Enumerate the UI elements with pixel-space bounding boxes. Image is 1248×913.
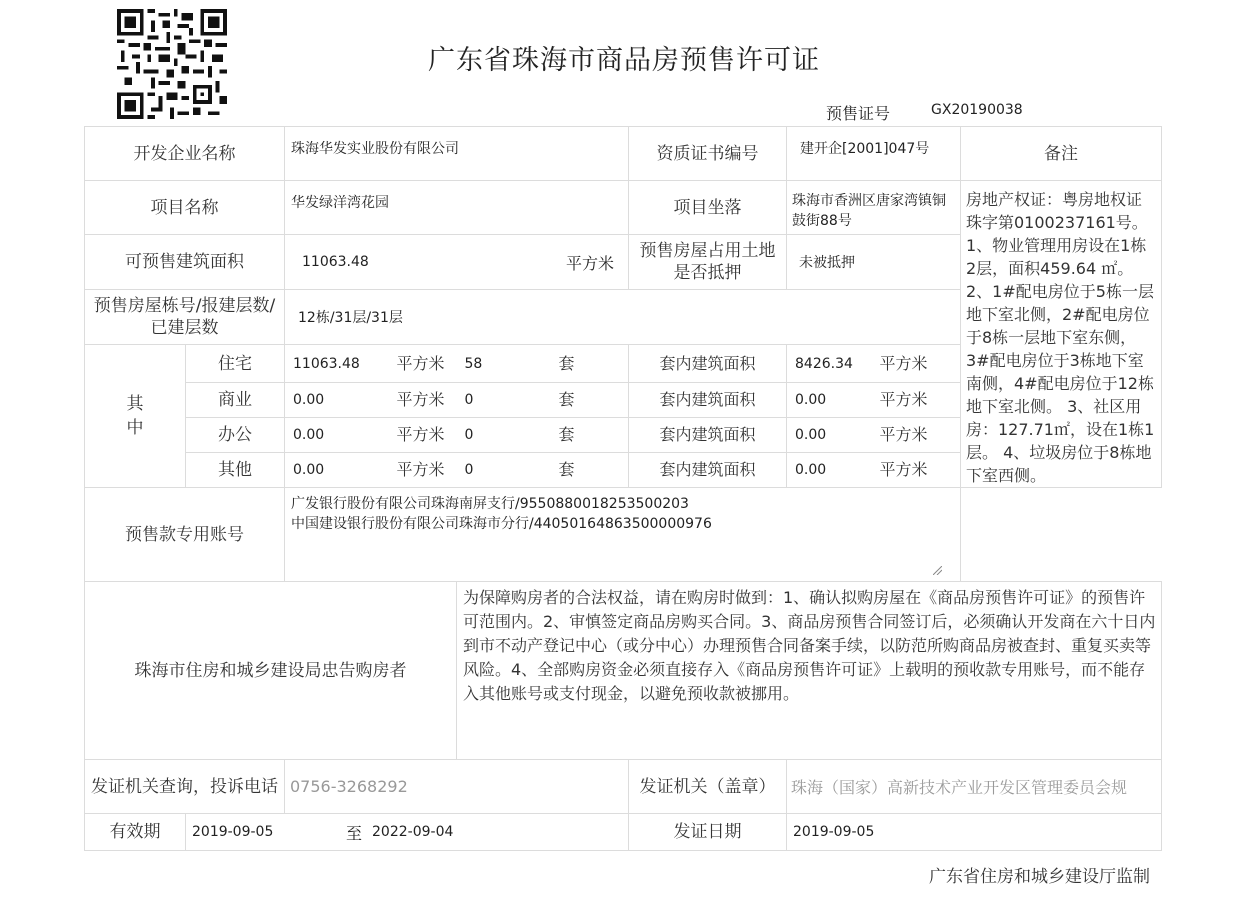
breakdown-area-unit: 平方米: [385, 383, 457, 418]
location-value: 珠海市香洲区唐家湾镇铜鼓街88号: [787, 181, 961, 235]
breakdown-area-unit: 平方米: [385, 418, 457, 453]
breakdown-inner-label: 套内建筑面积: [629, 453, 787, 488]
cert-no-value: GX20190038: [931, 102, 1023, 118]
breakdown-area: 0.00: [285, 418, 385, 453]
notice-label: 珠海市住房和城乡建设局忠告购房者: [85, 582, 457, 760]
phone-value: 0756-3268292: [285, 760, 629, 814]
qualification-value: 建开企[2001]047号: [787, 127, 961, 181]
breakdown-type: 住宅: [186, 345, 285, 383]
saleable-area-cell: [285, 235, 629, 290]
resize-handle-icon[interactable]: [933, 566, 942, 575]
page-title: 广东省珠海市商品房预售许可证: [428, 45, 820, 76]
account-box[interactable]: [285, 488, 961, 582]
account-line-1: 广发银行股份有限公司珠海南屏支行/9550880018253500203: [291, 496, 689, 512]
mortgage-value: 未被抵押: [787, 235, 961, 290]
breakdown-set-unit: 套: [557, 383, 629, 418]
validity-range: [186, 814, 629, 851]
developer-value: 珠海华发实业股份有限公司: [285, 127, 629, 181]
saleable-area-value: 11063.48: [302, 254, 369, 270]
breakdown-area: 0.00: [285, 453, 385, 488]
breakdown-inner-unit: 平方米: [874, 345, 961, 383]
issue-date-value: 2019-09-05: [787, 814, 1162, 851]
breakdown-type: 其他: [186, 453, 285, 488]
validity-to-label: 至: [346, 823, 363, 843]
breakdown-inner: 0.00: [787, 418, 874, 453]
breakdown-inner: 8426.34: [787, 345, 874, 383]
saleable-area-unit: 平方米: [565, 253, 614, 273]
breakdown-inner-label: 套内建筑面积: [629, 345, 787, 383]
developer-label: 开发企业名称: [85, 127, 285, 181]
breakdown-count: 0: [457, 383, 557, 418]
saleable-area-label: 可预售建筑面积: [85, 235, 285, 290]
supervisor-text: 广东省住房和城乡建设厅监制: [929, 867, 1150, 887]
remark-text: 房地产权证：粤房地权证珠字第0100237161号。 1、物业管理用房设在1栋2层，面积459.64 ㎡。 2、1#配电房位于5栋一层地下室北侧，2#配电房位于8栋一层地下室东侧，3#配电房位于3栋地下室南侧，4#配电房位于12栋地下室北侧。 3、社区用房：127.71㎡，设在1栋1层。 4、垃圾房位于8栋地下室西侧。: [961, 181, 1162, 488]
building-label: 预售房屋栋号/报建层数/已建层数: [85, 290, 285, 345]
breakdown-count: 58: [457, 345, 557, 383]
breakdown-area-unit: 平方米: [385, 453, 457, 488]
account-line-2: 中国建设银行股份有限公司珠海市分行/44050164863500000976: [291, 516, 712, 532]
breakdown-inner-label: 套内建筑面积: [629, 383, 787, 418]
breakdown-group-label-2: 中: [126, 418, 144, 438]
breakdown-group-label-1: 其: [126, 394, 144, 414]
location-label: 项目坐落: [629, 181, 787, 235]
project-label: 项目名称: [85, 181, 285, 235]
issue-date-label: 发证日期: [629, 814, 787, 851]
breakdown-inner: 0.00: [787, 453, 874, 488]
breakdown-count: 0: [457, 453, 557, 488]
mortgage-label: 预售房屋占用土地是否抵押: [629, 235, 787, 290]
breakdown-inner-label: 套内建筑面积: [629, 418, 787, 453]
breakdown-count: 0: [457, 418, 557, 453]
notice-text: 为保障购房者的合法权益，请在购房时做到：1、确认拟购房屋在《商品房预售许可证》的预售许可范围内。2、审慎签定商品房购买合同。3、商品房预售合同签订后，必须确认开发商在六十日内到市不动产登记中心（或分中心）办理预售合同备案手续，以防范所购商品房被查封、重复买卖等风险。4、全部购房资金必须直接存入《商品房预售许可证》上载明的预收款专用账号，而不能存入其他账号或支付现金，以避免预收款被挪用。: [457, 582, 1162, 760]
authority-value: 珠海（国家）高新技术产业开发区管理委员会规: [787, 760, 1162, 814]
breakdown-set-unit: 套: [557, 345, 629, 383]
validity-to: 2022-09-04: [372, 824, 454, 840]
breakdown-inner-unit: 平方米: [874, 453, 961, 488]
breakdown-inner-unit: 平方米: [874, 383, 961, 418]
breakdown-inner: 0.00: [787, 383, 874, 418]
qualification-label: 资质证书编号: [629, 127, 787, 181]
breakdown-area: 11063.48: [285, 345, 385, 383]
remark-label: 备注: [961, 127, 1162, 181]
validity-label: 有效期: [85, 814, 186, 851]
breakdown-type: 商业: [186, 383, 285, 418]
project-value: 华发绿洋湾花园: [285, 181, 629, 235]
account-label: 预售款专用账号: [85, 488, 285, 582]
breakdown-group-label: [85, 345, 186, 488]
authority-label: 发证机关（盖章）: [629, 760, 787, 814]
breakdown-set-unit: 套: [557, 418, 629, 453]
breakdown-inner-unit: 平方米: [874, 418, 961, 453]
breakdown-set-unit: 套: [557, 453, 629, 488]
breakdown-area-unit: 平方米: [385, 345, 457, 383]
permit-table: [84, 126, 1162, 851]
validity-from: 2019-09-05: [192, 824, 274, 840]
phone-label: 发证机关查询，投诉电话: [85, 760, 285, 814]
cert-no-label: 预售证号: [826, 104, 891, 123]
building-value: 12栋/31层/31层: [285, 290, 961, 345]
breakdown-type: 办公: [186, 418, 285, 453]
breakdown-area: 0.00: [285, 383, 385, 418]
